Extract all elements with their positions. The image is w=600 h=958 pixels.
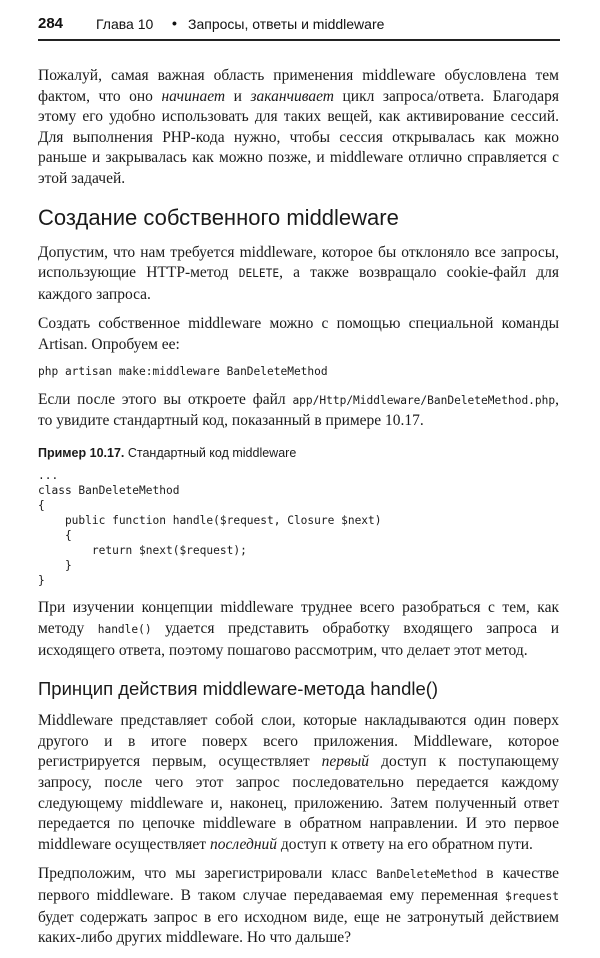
example-caption: [38, 446, 559, 460]
code-line: public function handle($request, Closure $next): [38, 514, 382, 527]
paragraph-register: [38, 864, 559, 948]
text-run: При изучении концепции middleware труднее всего разобраться с тем, как методу: [38, 599, 559, 638]
text-run: Если после этого вы откроете файл: [38, 390, 293, 408]
text-run: Предположим, что мы зарегистрировали класс: [38, 865, 377, 883]
section-heading-handle-method: Принцип действия middleware-метода handle(): [38, 678, 439, 700]
paragraph-handle-concept: [38, 598, 559, 661]
code-line: {: [38, 498, 45, 512]
text-run: , а также возвращало cookie-файл для каждого запроса.: [38, 264, 559, 303]
artisan-command: php artisan make:middleware BanDeleteMethod: [38, 364, 328, 378]
code-listing: [38, 468, 559, 589]
text-run: цикл запроса/ответа. Благодаря этому его удобно использовать для таких вещей, как активирование сессий. Для выполнения PHP-кода нужно, чтобы сессия открывалась как можно раньше и закрывалась как можно позже, и middleware отлично справляется с этой задачей.: [38, 87, 560, 187]
code-line: {: [38, 529, 72, 543]
paragraph-layers: [38, 711, 559, 855]
text-run: Допустим, что нам требуется middleware, которое бы отклоняло все запросы, использующие HTTP-метод: [38, 243, 559, 282]
running-header: [38, 12, 560, 36]
code-line: return $next($request);: [38, 544, 247, 558]
code-line: }: [38, 559, 72, 573]
paragraph-intro: [38, 66, 559, 190]
inline-code-handle: handle(): [97, 623, 152, 637]
section-heading-create-middleware: Создание собственного middleware: [38, 204, 399, 230]
text-run: Middleware представляет собой слои, которые накладываются один поверх другого и в итоге поверх всего приложения. Middleware, которое регистрируется первым, осуществляет: [38, 712, 559, 771]
paragraph-artisan: Создать собственное middleware можно с помощью специальной команды Artisan. Опробуем ее:: [38, 315, 559, 353]
chapter-label: Глава 10: [96, 16, 154, 32]
text-run: доступ к поступающему запросу, после чего этот запрос последовательно передается каждому следующему middleware и, наконец, приложению. Затем полученный ответ передается по цепочке middleware в обратном направлении. И это первое middleware осуществляет: [38, 753, 559, 853]
page-body: [38, 66, 559, 958]
emphasis-last: последний: [209, 835, 278, 853]
text-run: Пожалуй, самая важная область применения middleware обусловлена тем фактом, что оно: [38, 67, 559, 105]
text-run: будет содержать запрос в его исходном виде, еще не затронутый действием каких-либо других middleware. Но что дальше?: [38, 908, 559, 947]
inline-code-request: $request: [505, 890, 559, 903]
text-run: , то увидите стандартный код, показанный в примере 10.17.: [38, 390, 559, 430]
code-line: class BanDeleteMethod: [38, 483, 180, 497]
paragraph-delete-method: [38, 243, 559, 306]
emphasis-ends: заканчивает: [250, 87, 334, 105]
example-label: Пример 10.17.: [38, 445, 125, 460]
chapter-title: Запросы, ответы и middleware: [188, 16, 385, 32]
text-run: удается представить обработку входящего запроса и исходящего ответа, поэтому пошагово рассмотрим, что делает этот метод.: [38, 620, 559, 659]
code-line: }: [38, 574, 45, 588]
inline-code-delete: DELETE: [238, 267, 280, 281]
text-run: доступ к ответу на его обратном пути.: [277, 835, 533, 853]
example-title: Стандартный код middleware: [124, 445, 297, 460]
paragraph-open-file: [38, 390, 559, 432]
page-number: 284: [38, 15, 64, 32]
code-line: ...: [38, 468, 59, 482]
header-rule: [38, 39, 560, 41]
inline-code-classname: BanDeleteMethod: [376, 868, 478, 882]
text-run: и: [225, 87, 251, 105]
inline-code-filepath: app/Http/Middleware/BanDeleteMethod.php: [292, 393, 556, 407]
emphasis-first: первый: [321, 753, 370, 771]
emphasis-begins: начинает: [161, 87, 226, 105]
header-bullet: •: [172, 15, 177, 31]
text-run: в качестве первого middleware. В таком случае передаваемая ему переменная: [38, 865, 559, 904]
